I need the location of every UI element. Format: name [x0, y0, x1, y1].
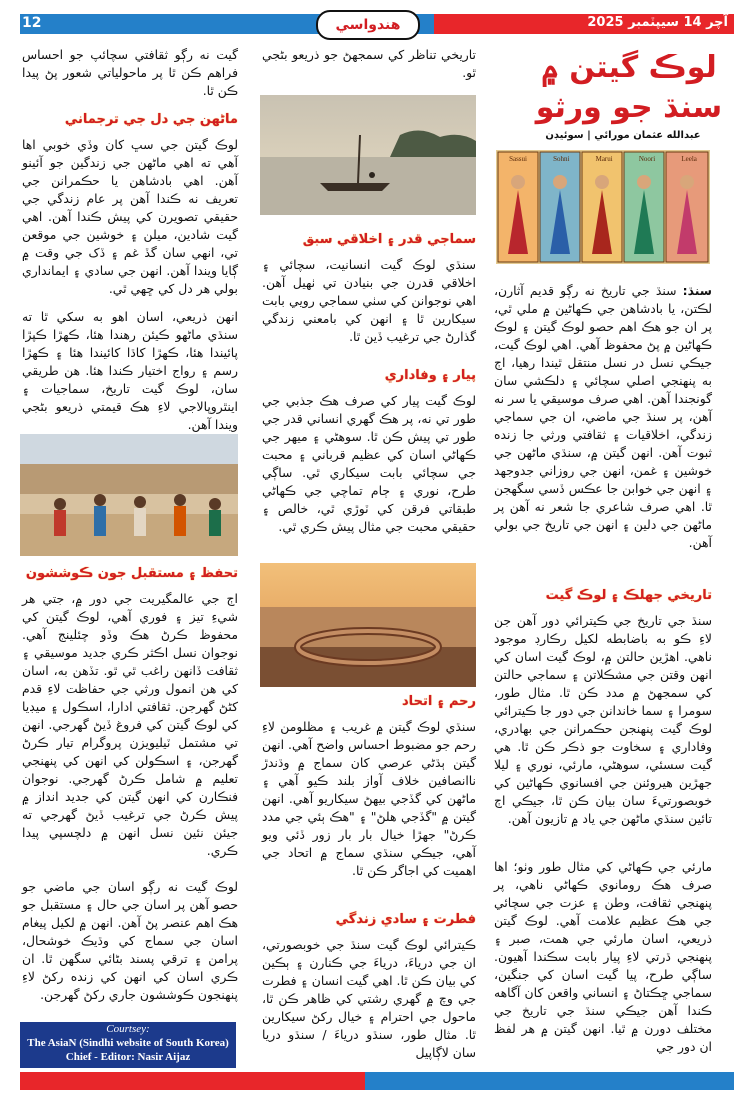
masthead-logo: هندواسي	[316, 10, 420, 40]
footer-bar	[20, 1072, 734, 1090]
heart-paragraph-2: انهن ذريعي، اسان اهو به سکي ٿا ته سنڌي ماڻهو ڪيئن رهندا هئا، ڪهڙا ڪپڙا پائيندا هئا، ڪهڙا کاڌا کائيندا هئا ۽ ڪهڙا رسم ۽ رواج اختيار ڪندا هئا. هن طريقي سان، لوڪ گيت تاريخ، سماجيات ۽ اينٿروپالاجي لاءِ هڪ قيمتي ذريعو بڻجي ويندا آهن.	[22, 309, 238, 432]
history-paragraph-2: مارئي جي ڪهاڻي کي مثال طور وٺو؛ اها صرف هڪ رومانوي ڪهاڻي ناهي، پر پنهنجي ثقافت، وطن ۽ عزت جي سچائي جي هڪ عظيم علامت آهي. لوڪ گيتن ذريعي، اسان مارئي جي همت، صبر ۽ پنهنجي ڌرتي لاءِ پيار بابت سڪندا آهيون. ساڳي طرح، پيا گيت اسان کي جنگين، سماجي ڇڪتاڻ ۽ انساني واقعن کان آگاهه ڪندا آهن جيڪي سنڌ جي تاريخ جي مختلف دورن ۾ ٿيا. انهن گيتن ۾ هر لفظ ان دور جي	[494, 859, 712, 1054]
river-boat-photo	[260, 95, 476, 215]
credit-line-2: The AsiaN (Sindhi website of South Korea)	[27, 1037, 229, 1049]
label-sohni: Sohni	[553, 155, 570, 163]
heart-heading: ماڻهن جي دل جي ترجماني	[64, 112, 238, 127]
ethics-paragraph: سنڌي لوڪ گيت انسانيت، سچائي ۽ اخلاقي قدرن جي بنيادن تي ٺهيل آهن. اهي نوجوانن کي سٺي سماجي رويي بابت سيکارين ٿا ۽ انهن کي بامعني زندگي گذارڻ جي ترغيب ڏين ٿا.	[262, 257, 476, 344]
issue-date: آچر 14 سيپٽمبر 2025	[587, 15, 728, 30]
credit-line-1: Courtsey:	[106, 1023, 150, 1035]
future-paragraph-2: لوڪ گيت نه رڳو اسان جي ماضي جو حصو آهن پر اسان جي حال ۽ مستقبل جو هڪ اهم عنصر پڻ آهن. انهن ۾ لکيل پيغام اسان جي سماج کي وڌيڪ خوشحال، پرامن ۽ ترقي پسند بڻائي سگهن ٿا. ان ڪري اسان کي انهن کي زنده رکڻ لاءِ پنهنجون ڪوششون جاري رکڻ گهرجن.	[22, 879, 238, 1002]
title-line-2: سنڌ جو ورثو	[535, 90, 723, 125]
village-gathering-photo	[20, 434, 238, 556]
credit-line-3: Chief - Editor: Nasir Aijaz	[65, 1051, 191, 1063]
credit-box	[20, 1022, 236, 1068]
history-paragraph-1: سنڌ جي تاريخ جي ڪيترائي دور آهن جن لاءِ ڪو به باضابطه لکيل رڪارڊ موجود ناهي. اهڙين حالتن ۾، لوڪ گيت اسان کي انهن وقتن جي مشڪلاتن ۽ سماجي حالتن کي سمجهڻ ۾ مدد ڪن ٿا. مثال طور، سومرا ۽ سما خاندانن جي دور جا ڪيترائي لوڪ گيت پنهنجن حڪمرانن جي بهادري، وفاداري ۽ سخاوت جو ذڪر ڪن ٿا. هي گيت سسئي، سوهڻي، مارئي، نوري ۽ ليلا جهڙين هيروئنن جي افسانوي ڪهاڻين کي خوبصورتيءَ سان بيان ڪن ٿا، جيڪي اڄ تائين سنڌي ماڻهن جي ياد ۾ تازيون آهن.	[494, 613, 712, 826]
future-paragraph-1: اڄ جي عالمگيريت جي دور ۾، جتي هر شيءِ تيز ۽ فوري آهي، لوڪ گيتن کي محفوظ ڪرڻ هڪ وڏو چئلينج آهي. نوجوان نسل اڪثر ڪري جديد موسيقي ۽ ثقافت ڏانهن راغب ٿي ٿو. تڏهن به، اسان کي هن انمول ورثي جي حفاظت لاءِ قدم کڻڻ گهرجن. ثقافتي ادارا، اسڪول ۽ ميڊيا کي لوڪ گيتن کي فروغ ڏيڻ گهرجي. انهن تي مشتمل ٽيليويزن پروگرام تيار ڪرڻ گهرجن، ۽ اسڪولن کي انهن کي پنهنجي تعليم ۾ شامل ڪرڻ گهرجي. نوجوان فنڪارن کي انهن گيتن کي جديد انداز ۾ پيش ڪرڻ جي ترغيب ڏيڻ گهرجي ته جيئن نئين نسل انهن ۾ دلچسپي پيدا ڪري.	[22, 591, 238, 858]
history-continuation: تاريخي تناظر کي سمجهڻ جو ذريعو بڻجي ٿو.	[262, 47, 476, 80]
ethics-heading: سماجي قدر ۽ اخلاقي سبق	[302, 232, 476, 247]
title-line-1: لوڪ گيتن ۾	[541, 50, 717, 85]
label-marui: Marui	[595, 155, 613, 163]
intro-paragraph	[494, 282, 712, 582]
byline: عبدالله عثمان مورائي | سوئيڊن	[545, 130, 701, 141]
page-number: 12	[22, 15, 42, 31]
nature-paragraph: ڪيترائي لوڪ گيت سنڌ جي خوبصورتي، ان جي درياءَ، درياءَ جي ڪنارن ۽ ٻڪين کي بيان ڪن ٿا. اهي گيت انسان ۽ فطرت جي وچ ۾ گهري رشتي کي ظاهر ڪن ٿا، ماحول جي احترام ۽ خيال رکڻ سيکارين ٿا. مثال طور، سنڌو درياءَ / سنڌو دريا سان لاڳاپيل	[262, 937, 476, 1060]
heroines-illustration	[496, 150, 710, 264]
nature-continuation: گيت نه رڳو ثقافتي سچائپ جو احساس فراهم ڪن ٿا پر ماحولياتي شعور پڻ پيدا ڪن ٿا.	[22, 47, 238, 98]
history-heading: تاريخي جهلڪ ۽ لوڪ گيت	[545, 588, 712, 603]
mercy-heading: رحم ۽ اتحاد	[402, 694, 476, 709]
footer-bar-red	[20, 1072, 365, 1090]
label-sassui: Sassui	[509, 155, 527, 163]
heart-paragraph-1: لوڪ گيتن جي سڀ کان وڏي خوبي اها آهي ته اهي ماڻهن جي زندگين جو آئينو آهن. اهي بادشاهن يا حڪمرانن جي تعريف نه ڪندا آهن پر عام زندگي جي حقيقي تصويرن کي پيش ڪندا آهن. اهي گيت شادين، ميلن ۽ خوشين جي موقعن تي، انهي سان گڏ غم ۽ ڏک جي وقت ۾ ڳايا ويندا آهن. انهن جي سادي ۽ ايمانداري بولي هر دل کي ڇهي ٿي.	[22, 137, 238, 296]
mercy-paragraph: سنڌي لوڪ گيتن ۾ غريب ۽ مظلومن لاءِ رحم جو مضبوط احساس واضح آهي. انهن گيتن ٻڌڻي عرصي کان سماج ۾ وڌندڙ ناانصافين خلاف آواز بلند ڪيو آهي ۽ ماڻهن کي گڏجي بيهڻ سيکاريو آهي. انهن گيتن ۾ "گڏجي هلڻ" ۽ "هڪ ٻئي جي مدد ڪرڻ" جهڙا خيال بار بار زور ڏئي ويو آهي، جيڪي سنڌي سماج ۾ اتحاد جي اهميت کي اجاگر ڪن ٿا.	[262, 719, 476, 878]
label-leela: Leela	[681, 155, 697, 163]
village-gathering-art	[20, 434, 238, 556]
joined-hands-photo	[260, 563, 476, 687]
heroines-art	[496, 150, 710, 264]
label-noori: Noori	[638, 155, 656, 163]
article-title	[534, 48, 724, 128]
joined-hands-art	[260, 563, 476, 687]
heroine-labels	[496, 153, 710, 165]
intro-keyword: سنڌ:	[682, 283, 712, 298]
intro-text: سنڌ جي تاريخ نه رڳو قديم آثارن، لڪتن، يا بادشاهن جي ڪهاڻين ۾ ملي ٿي، پر ان جو هڪ اهم حصو لوڪ گيتن ۽ لوڪ ڪهاڻين ۾ پڻ محفوظ آهي. اهي لوڪ گيت، جيڪي نسل در نسل منتقل ٿيندا رهيا، اڄ به پنهنجي اصلي سچائي ۽ دلڪشي سان گونجندا آهن. اهي صرف موسيقي يا سر نه آهن، پر سنڌ جي ماضي، ان جي سماجي زندگي، اخلاقيات ۽ ثقافتي ورثي جا زنده ثبوت آهن. انهن گيتن ۾، سنڌي ماڻهن جي خوشين ۽ غمن، انهن جي روزاني جدوجهد ۽ انهن جي خوابن جا عڪس ڏسي سگهجن ٿا. اهي صرف شاعري جا شعر نه آهن پر ماڻهن جي دلين ۽ انهن جي تاريخ جي بولي آهن.	[494, 283, 712, 550]
future-heading: تحفظ ۽ مستقبل جون ڪوششون	[25, 566, 238, 581]
footer-bar-blue	[365, 1072, 734, 1090]
nature-heading: فطرت ۽ سادي زندگي	[335, 912, 476, 927]
love-heading: پيار ۽ وفاداري	[384, 368, 476, 383]
love-paragraph: لوڪ گيت پيار کي صرف هڪ جذبي جي طور تي نه، پر هڪ گهري انساني قدر جي طور تي پيش ڪن ٿا. سوهڻي ۽ ميهر جي ڪهاڻي اسان کي عظيم قرباني ۽ محبت جي سچائي بابت سيکاري ٿي. ساڳي طرح، نوري ۽ ڄام تماچي جي ڪهاڻي طبقاتي فرقن کي ٽوڙي ٿي، خالص ۽ حقيقي محبت جي مثال پيش ڪري ٿي.	[262, 393, 476, 534]
river-boat-art	[260, 95, 476, 215]
